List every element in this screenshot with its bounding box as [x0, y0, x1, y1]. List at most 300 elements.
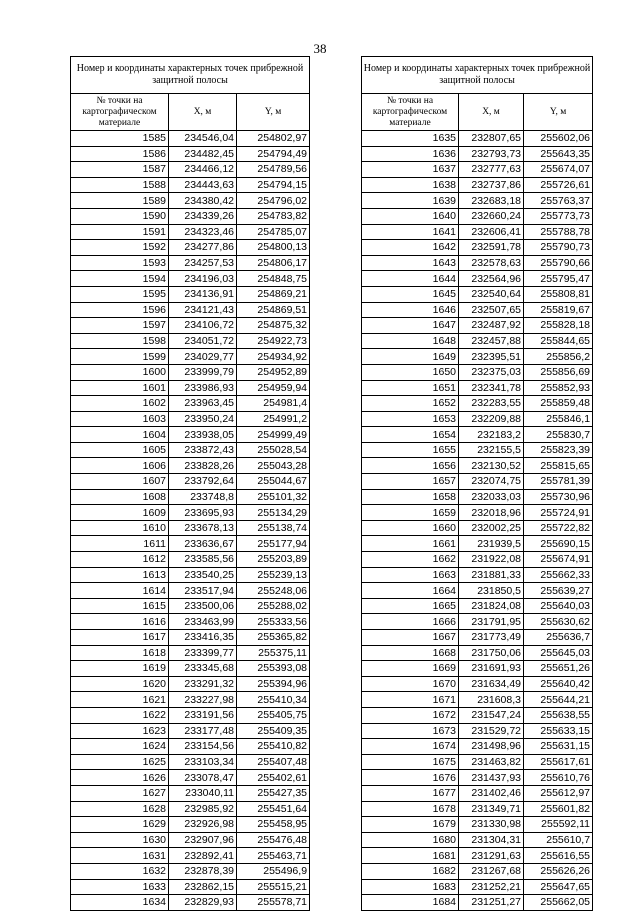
point-number-cell: 1612	[71, 552, 169, 568]
table-row	[362, 614, 593, 630]
x-coordinate-cell: 232209,88	[459, 411, 524, 427]
coordinates-table-left	[70, 56, 310, 911]
y-coordinate-cell: 255601,82	[524, 801, 593, 817]
x-coordinate-cell: 231437,93	[459, 770, 524, 786]
point-number-cell: 1657	[362, 474, 459, 490]
table-row	[362, 583, 593, 599]
y-coordinate-cell: 255248,06	[237, 583, 310, 599]
y-coordinate-cell: 255610,7	[524, 832, 593, 848]
table-row	[362, 286, 593, 302]
table-row	[362, 879, 593, 895]
table-row	[362, 770, 593, 786]
y-coordinate-cell: 255856,69	[524, 364, 593, 380]
table-row	[362, 162, 593, 178]
x-coordinate-cell: 232926,98	[169, 817, 237, 833]
x-coordinate-cell: 233792,64	[169, 474, 237, 490]
point-number-cell: 1662	[362, 552, 459, 568]
x-coordinate-cell: 234196,03	[169, 271, 237, 287]
x-coordinate-cell: 232737,86	[459, 177, 524, 193]
x-coordinate-cell: 234029,77	[169, 349, 237, 365]
y-coordinate-cell: 255177,94	[237, 536, 310, 552]
point-number-cell: 1678	[362, 801, 459, 817]
point-number-cell: 1645	[362, 286, 459, 302]
table-row	[71, 396, 310, 412]
x-coordinate-cell: 233078,47	[169, 770, 237, 786]
point-number-cell: 1675	[362, 754, 459, 770]
table-row	[362, 785, 593, 801]
point-number-cell: 1679	[362, 817, 459, 833]
x-coordinate-cell: 231252,21	[459, 879, 524, 895]
y-coordinate-cell: 255410,34	[237, 692, 310, 708]
y-coordinate-cell: 255463,71	[237, 848, 310, 864]
table-row	[362, 567, 593, 583]
table-row	[71, 785, 310, 801]
table-row	[362, 349, 593, 365]
table-row	[71, 224, 310, 240]
x-coordinate-cell: 231547,24	[459, 707, 524, 723]
y-coordinate-cell: 255662,33	[524, 567, 593, 583]
x-coordinate-cell: 231634,49	[459, 676, 524, 692]
table-row	[362, 801, 593, 817]
x-coordinate-cell: 233416,35	[169, 630, 237, 646]
x-coordinate-cell: 232183,2	[459, 427, 524, 443]
y-coordinate-cell: 254800,13	[237, 240, 310, 256]
x-coordinate-cell: 233191,56	[169, 707, 237, 723]
x-coordinate-cell: 233950,24	[169, 411, 237, 427]
y-coordinate-cell: 255409,35	[237, 723, 310, 739]
table-row	[362, 131, 593, 147]
x-coordinate-cell: 232862,15	[169, 879, 237, 895]
point-number-cell: 1669	[362, 661, 459, 677]
table-row	[71, 598, 310, 614]
table-row	[362, 146, 593, 162]
table-row	[71, 302, 310, 318]
point-number-cell: 1641	[362, 224, 459, 240]
point-number-cell: 1604	[71, 427, 169, 443]
x-coordinate-cell: 233345,68	[169, 661, 237, 677]
x-coordinate-cell: 233103,34	[169, 754, 237, 770]
table-row	[71, 583, 310, 599]
point-number-cell: 1617	[71, 630, 169, 646]
column-header-x: X, м	[459, 94, 524, 131]
point-number-cell: 1598	[71, 333, 169, 349]
x-coordinate-cell: 233500,06	[169, 598, 237, 614]
table-row	[71, 286, 310, 302]
table-row	[71, 770, 310, 786]
y-coordinate-cell: 255790,66	[524, 255, 593, 271]
y-coordinate-cell: 255451,64	[237, 801, 310, 817]
y-coordinate-cell: 254783,82	[237, 208, 310, 224]
table-row	[71, 208, 310, 224]
table-row	[71, 442, 310, 458]
y-coordinate-cell: 254802,97	[237, 131, 310, 147]
table-row	[362, 645, 593, 661]
table-row	[362, 661, 593, 677]
table-row	[362, 208, 593, 224]
point-number-cell: 1676	[362, 770, 459, 786]
point-number-cell: 1633	[71, 879, 169, 895]
point-number-cell: 1601	[71, 380, 169, 396]
table-row	[71, 458, 310, 474]
y-coordinate-cell: 255515,21	[237, 879, 310, 895]
table-row	[362, 458, 593, 474]
table-title: Номер и координаты характерных точек прибрежной защитной полосы	[71, 57, 310, 94]
point-number-cell: 1624	[71, 739, 169, 755]
point-number-cell: 1595	[71, 286, 169, 302]
point-number-cell: 1627	[71, 785, 169, 801]
y-coordinate-cell: 255402,61	[237, 770, 310, 786]
table-row	[71, 146, 310, 162]
y-coordinate-cell: 255028,54	[237, 442, 310, 458]
y-coordinate-cell: 255365,82	[237, 630, 310, 646]
table-row	[71, 739, 310, 755]
table-row	[362, 474, 593, 490]
y-coordinate-cell: 255815,65	[524, 458, 593, 474]
x-coordinate-cell: 233695,93	[169, 505, 237, 521]
table-row	[362, 396, 593, 412]
point-number-cell: 1608	[71, 489, 169, 505]
x-coordinate-cell: 233291,32	[169, 676, 237, 692]
table-row	[71, 754, 310, 770]
column-header-row	[362, 94, 593, 131]
point-number-cell: 1588	[71, 177, 169, 193]
x-coordinate-cell: 231304,31	[459, 832, 524, 848]
table-row	[362, 505, 593, 521]
table-row	[362, 302, 593, 318]
y-coordinate-cell: 255647,65	[524, 879, 593, 895]
table-row	[362, 255, 593, 271]
point-number-cell: 1656	[362, 458, 459, 474]
point-number-cell: 1642	[362, 240, 459, 256]
y-coordinate-cell: 254959,94	[237, 380, 310, 396]
y-coordinate-cell: 255852,93	[524, 380, 593, 396]
y-coordinate-cell: 255407,48	[237, 754, 310, 770]
table-body-left	[71, 131, 310, 911]
x-coordinate-cell: 232578,63	[459, 255, 524, 271]
y-coordinate-cell: 255101,32	[237, 489, 310, 505]
x-coordinate-cell: 231463,82	[459, 754, 524, 770]
table-row	[362, 536, 593, 552]
x-coordinate-cell: 232683,18	[459, 193, 524, 209]
point-number-cell: 1597	[71, 318, 169, 334]
x-coordinate-cell: 232155,5	[459, 442, 524, 458]
point-number-cell: 1587	[71, 162, 169, 178]
y-coordinate-cell: 255644,21	[524, 692, 593, 708]
y-coordinate-cell: 255630,62	[524, 614, 593, 630]
point-number-cell: 1680	[362, 832, 459, 848]
y-coordinate-cell: 254991,2	[237, 411, 310, 427]
x-coordinate-cell: 231291,63	[459, 848, 524, 864]
column-header-x: X, м	[169, 94, 237, 131]
table-row	[71, 817, 310, 833]
table-row	[362, 520, 593, 536]
point-number-cell: 1648	[362, 333, 459, 349]
y-coordinate-cell: 255828,18	[524, 318, 593, 334]
point-number-cell: 1658	[362, 489, 459, 505]
x-coordinate-cell: 232130,52	[459, 458, 524, 474]
x-coordinate-cell: 232892,41	[169, 848, 237, 864]
table-row	[71, 520, 310, 536]
x-coordinate-cell: 233040,11	[169, 785, 237, 801]
table-row	[71, 832, 310, 848]
y-coordinate-cell: 255138,74	[237, 520, 310, 536]
x-coordinate-cell: 231529,72	[459, 723, 524, 739]
y-coordinate-cell: 255288,02	[237, 598, 310, 614]
y-coordinate-cell: 255639,27	[524, 583, 593, 599]
x-coordinate-cell: 231608,3	[459, 692, 524, 708]
point-number-cell: 1640	[362, 208, 459, 224]
x-coordinate-cell: 231349,71	[459, 801, 524, 817]
y-coordinate-cell: 254794,49	[237, 146, 310, 162]
table-row	[71, 364, 310, 380]
y-coordinate-cell: 255788,78	[524, 224, 593, 240]
point-number-cell: 1631	[71, 848, 169, 864]
table-body-right	[362, 131, 593, 911]
x-coordinate-cell: 233540,25	[169, 567, 237, 583]
table-row	[362, 552, 593, 568]
y-coordinate-cell: 255795,47	[524, 271, 593, 287]
y-coordinate-cell: 255410,82	[237, 739, 310, 755]
table-row	[362, 723, 593, 739]
point-number-cell: 1609	[71, 505, 169, 521]
table-row	[362, 817, 593, 833]
x-coordinate-cell: 231773,49	[459, 630, 524, 646]
table-row	[71, 630, 310, 646]
x-coordinate-cell: 233177,48	[169, 723, 237, 739]
point-number-cell: 1653	[362, 411, 459, 427]
y-coordinate-cell: 255790,73	[524, 240, 593, 256]
x-coordinate-cell: 233636,67	[169, 536, 237, 552]
y-coordinate-cell: 255640,42	[524, 676, 593, 692]
point-number-cell: 1615	[71, 598, 169, 614]
y-coordinate-cell: 255203,89	[237, 552, 310, 568]
y-coordinate-cell: 255763,37	[524, 193, 593, 209]
y-coordinate-cell: 255690,15	[524, 536, 593, 552]
x-coordinate-cell: 233872,43	[169, 442, 237, 458]
point-number-cell: 1661	[362, 536, 459, 552]
table-row	[71, 879, 310, 895]
y-coordinate-cell: 254981,4	[237, 396, 310, 412]
x-coordinate-cell: 231939,5	[459, 536, 524, 552]
table-row	[362, 224, 593, 240]
coordinates-table-right	[361, 56, 593, 911]
table-row	[71, 240, 310, 256]
table-title: Номер и координаты характерных точек прибрежной защитной полосы	[362, 57, 593, 94]
y-coordinate-cell: 255496,9	[237, 863, 310, 879]
table-row	[71, 489, 310, 505]
table-row	[71, 333, 310, 349]
x-coordinate-cell: 232457,88	[459, 333, 524, 349]
y-coordinate-cell: 255846,1	[524, 411, 593, 427]
y-coordinate-cell: 255631,15	[524, 739, 593, 755]
point-number-cell: 1594	[71, 271, 169, 287]
point-number-cell: 1630	[71, 832, 169, 848]
y-coordinate-cell: 254796,02	[237, 193, 310, 209]
table-row	[71, 427, 310, 443]
x-coordinate-cell: 234466,12	[169, 162, 237, 178]
table-row	[71, 380, 310, 396]
point-number-cell: 1652	[362, 396, 459, 412]
column-header-row	[71, 94, 310, 131]
table-row	[362, 364, 593, 380]
table-row	[71, 707, 310, 723]
x-coordinate-cell: 233399,77	[169, 645, 237, 661]
point-number-cell: 1683	[362, 879, 459, 895]
table-row	[71, 411, 310, 427]
point-number-cell: 1637	[362, 162, 459, 178]
y-coordinate-cell: 255640,03	[524, 598, 593, 614]
x-coordinate-cell: 234121,43	[169, 302, 237, 318]
point-number-cell: 1614	[71, 583, 169, 599]
table-row	[71, 318, 310, 334]
point-number-cell: 1682	[362, 863, 459, 879]
point-number-cell: 1616	[71, 614, 169, 630]
point-number-cell: 1611	[71, 536, 169, 552]
point-number-cell: 1621	[71, 692, 169, 708]
x-coordinate-cell: 232074,75	[459, 474, 524, 490]
y-coordinate-cell: 255043,28	[237, 458, 310, 474]
y-coordinate-cell: 255823,39	[524, 442, 593, 458]
y-coordinate-cell: 254875,32	[237, 318, 310, 334]
y-coordinate-cell: 255427,35	[237, 785, 310, 801]
point-number-cell: 1632	[71, 863, 169, 879]
point-number-cell: 1586	[71, 146, 169, 162]
y-coordinate-cell: 254934,92	[237, 349, 310, 365]
point-number-cell: 1620	[71, 676, 169, 692]
x-coordinate-cell: 232018,96	[459, 505, 524, 521]
y-coordinate-cell: 255726,61	[524, 177, 593, 193]
y-coordinate-cell: 255651,26	[524, 661, 593, 677]
y-coordinate-cell: 255239,13	[237, 567, 310, 583]
point-number-cell: 1646	[362, 302, 459, 318]
x-coordinate-cell: 232375,03	[459, 364, 524, 380]
y-coordinate-cell: 255592,11	[524, 817, 593, 833]
point-number-cell: 1666	[362, 614, 459, 630]
table-title-row	[362, 57, 593, 94]
x-coordinate-cell: 232033,03	[459, 489, 524, 505]
x-coordinate-cell: 233999,79	[169, 364, 237, 380]
y-coordinate-cell: 255393,08	[237, 661, 310, 677]
point-number-cell: 1626	[71, 770, 169, 786]
x-coordinate-cell: 232829,93	[169, 895, 237, 911]
y-coordinate-cell: 255578,71	[237, 895, 310, 911]
page-number: 38	[313, 41, 327, 56]
y-coordinate-cell: 255638,55	[524, 707, 593, 723]
table-row	[362, 598, 593, 614]
point-number-cell: 1644	[362, 271, 459, 287]
y-coordinate-cell: 255633,15	[524, 723, 593, 739]
table-row	[71, 552, 310, 568]
table-row	[71, 162, 310, 178]
point-number-cell: 1613	[71, 567, 169, 583]
y-coordinate-cell: 255134,29	[237, 505, 310, 521]
table-row	[71, 474, 310, 490]
x-coordinate-cell: 234136,91	[169, 286, 237, 302]
y-coordinate-cell: 254952,89	[237, 364, 310, 380]
x-coordinate-cell: 233748,8	[169, 489, 237, 505]
table-row	[362, 848, 593, 864]
point-number-cell: 1623	[71, 723, 169, 739]
table-row	[362, 630, 593, 646]
point-number-cell: 1672	[362, 707, 459, 723]
y-coordinate-cell: 255612,97	[524, 785, 593, 801]
x-coordinate-cell: 232540,64	[459, 286, 524, 302]
table-row	[362, 676, 593, 692]
point-number-cell: 1606	[71, 458, 169, 474]
x-coordinate-cell: 231498,96	[459, 739, 524, 755]
y-coordinate-cell: 254806,17	[237, 255, 310, 271]
x-coordinate-cell: 232985,92	[169, 801, 237, 817]
point-number-cell: 1599	[71, 349, 169, 365]
table-row	[362, 271, 593, 287]
point-number-cell: 1610	[71, 520, 169, 536]
table-row	[71, 193, 310, 209]
x-coordinate-cell: 233986,93	[169, 380, 237, 396]
point-number-cell: 1650	[362, 364, 459, 380]
point-number-cell: 1655	[362, 442, 459, 458]
x-coordinate-cell: 232283,55	[459, 396, 524, 412]
y-coordinate-cell: 255645,03	[524, 645, 593, 661]
point-number-cell: 1602	[71, 396, 169, 412]
x-coordinate-cell: 232807,65	[459, 131, 524, 147]
y-coordinate-cell: 255844,65	[524, 333, 593, 349]
y-coordinate-cell: 255773,73	[524, 208, 593, 224]
x-coordinate-cell: 232002,25	[459, 520, 524, 536]
point-number-cell: 1636	[362, 146, 459, 162]
table-row	[362, 442, 593, 458]
table-row	[362, 411, 593, 427]
table-row	[71, 863, 310, 879]
x-coordinate-cell: 231402,46	[459, 785, 524, 801]
y-coordinate-cell: 254922,73	[237, 333, 310, 349]
point-number-cell: 1647	[362, 318, 459, 334]
table-row	[362, 193, 593, 209]
x-coordinate-cell: 233828,26	[169, 458, 237, 474]
x-coordinate-cell: 234380,42	[169, 193, 237, 209]
point-number-cell: 1639	[362, 193, 459, 209]
x-coordinate-cell: 231691,93	[459, 661, 524, 677]
table-row	[71, 848, 310, 864]
column-header-point: № точки на картографическом материале	[362, 94, 459, 131]
table-row	[71, 692, 310, 708]
x-coordinate-cell: 232878,39	[169, 863, 237, 879]
point-number-cell: 1589	[71, 193, 169, 209]
point-number-cell: 1668	[362, 645, 459, 661]
x-coordinate-cell: 234339,26	[169, 208, 237, 224]
y-coordinate-cell: 255458,95	[237, 817, 310, 833]
table-row	[362, 177, 593, 193]
y-coordinate-cell: 255781,39	[524, 474, 593, 490]
table-row	[71, 676, 310, 692]
y-coordinate-cell: 255724,91	[524, 505, 593, 521]
point-number-cell: 1674	[362, 739, 459, 755]
point-number-cell: 1638	[362, 177, 459, 193]
table-row	[362, 318, 593, 334]
table-row	[71, 536, 310, 552]
x-coordinate-cell: 234277,86	[169, 240, 237, 256]
x-coordinate-cell: 233938,05	[169, 427, 237, 443]
point-number-cell: 1681	[362, 848, 459, 864]
x-coordinate-cell: 231251,27	[459, 895, 524, 911]
table-row	[362, 380, 593, 396]
point-number-cell: 1593	[71, 255, 169, 271]
x-coordinate-cell: 231824,08	[459, 598, 524, 614]
x-coordinate-cell: 231922,08	[459, 552, 524, 568]
x-coordinate-cell: 232487,92	[459, 318, 524, 334]
x-coordinate-cell: 233678,13	[169, 520, 237, 536]
point-number-cell: 1600	[71, 364, 169, 380]
table-row	[362, 333, 593, 349]
